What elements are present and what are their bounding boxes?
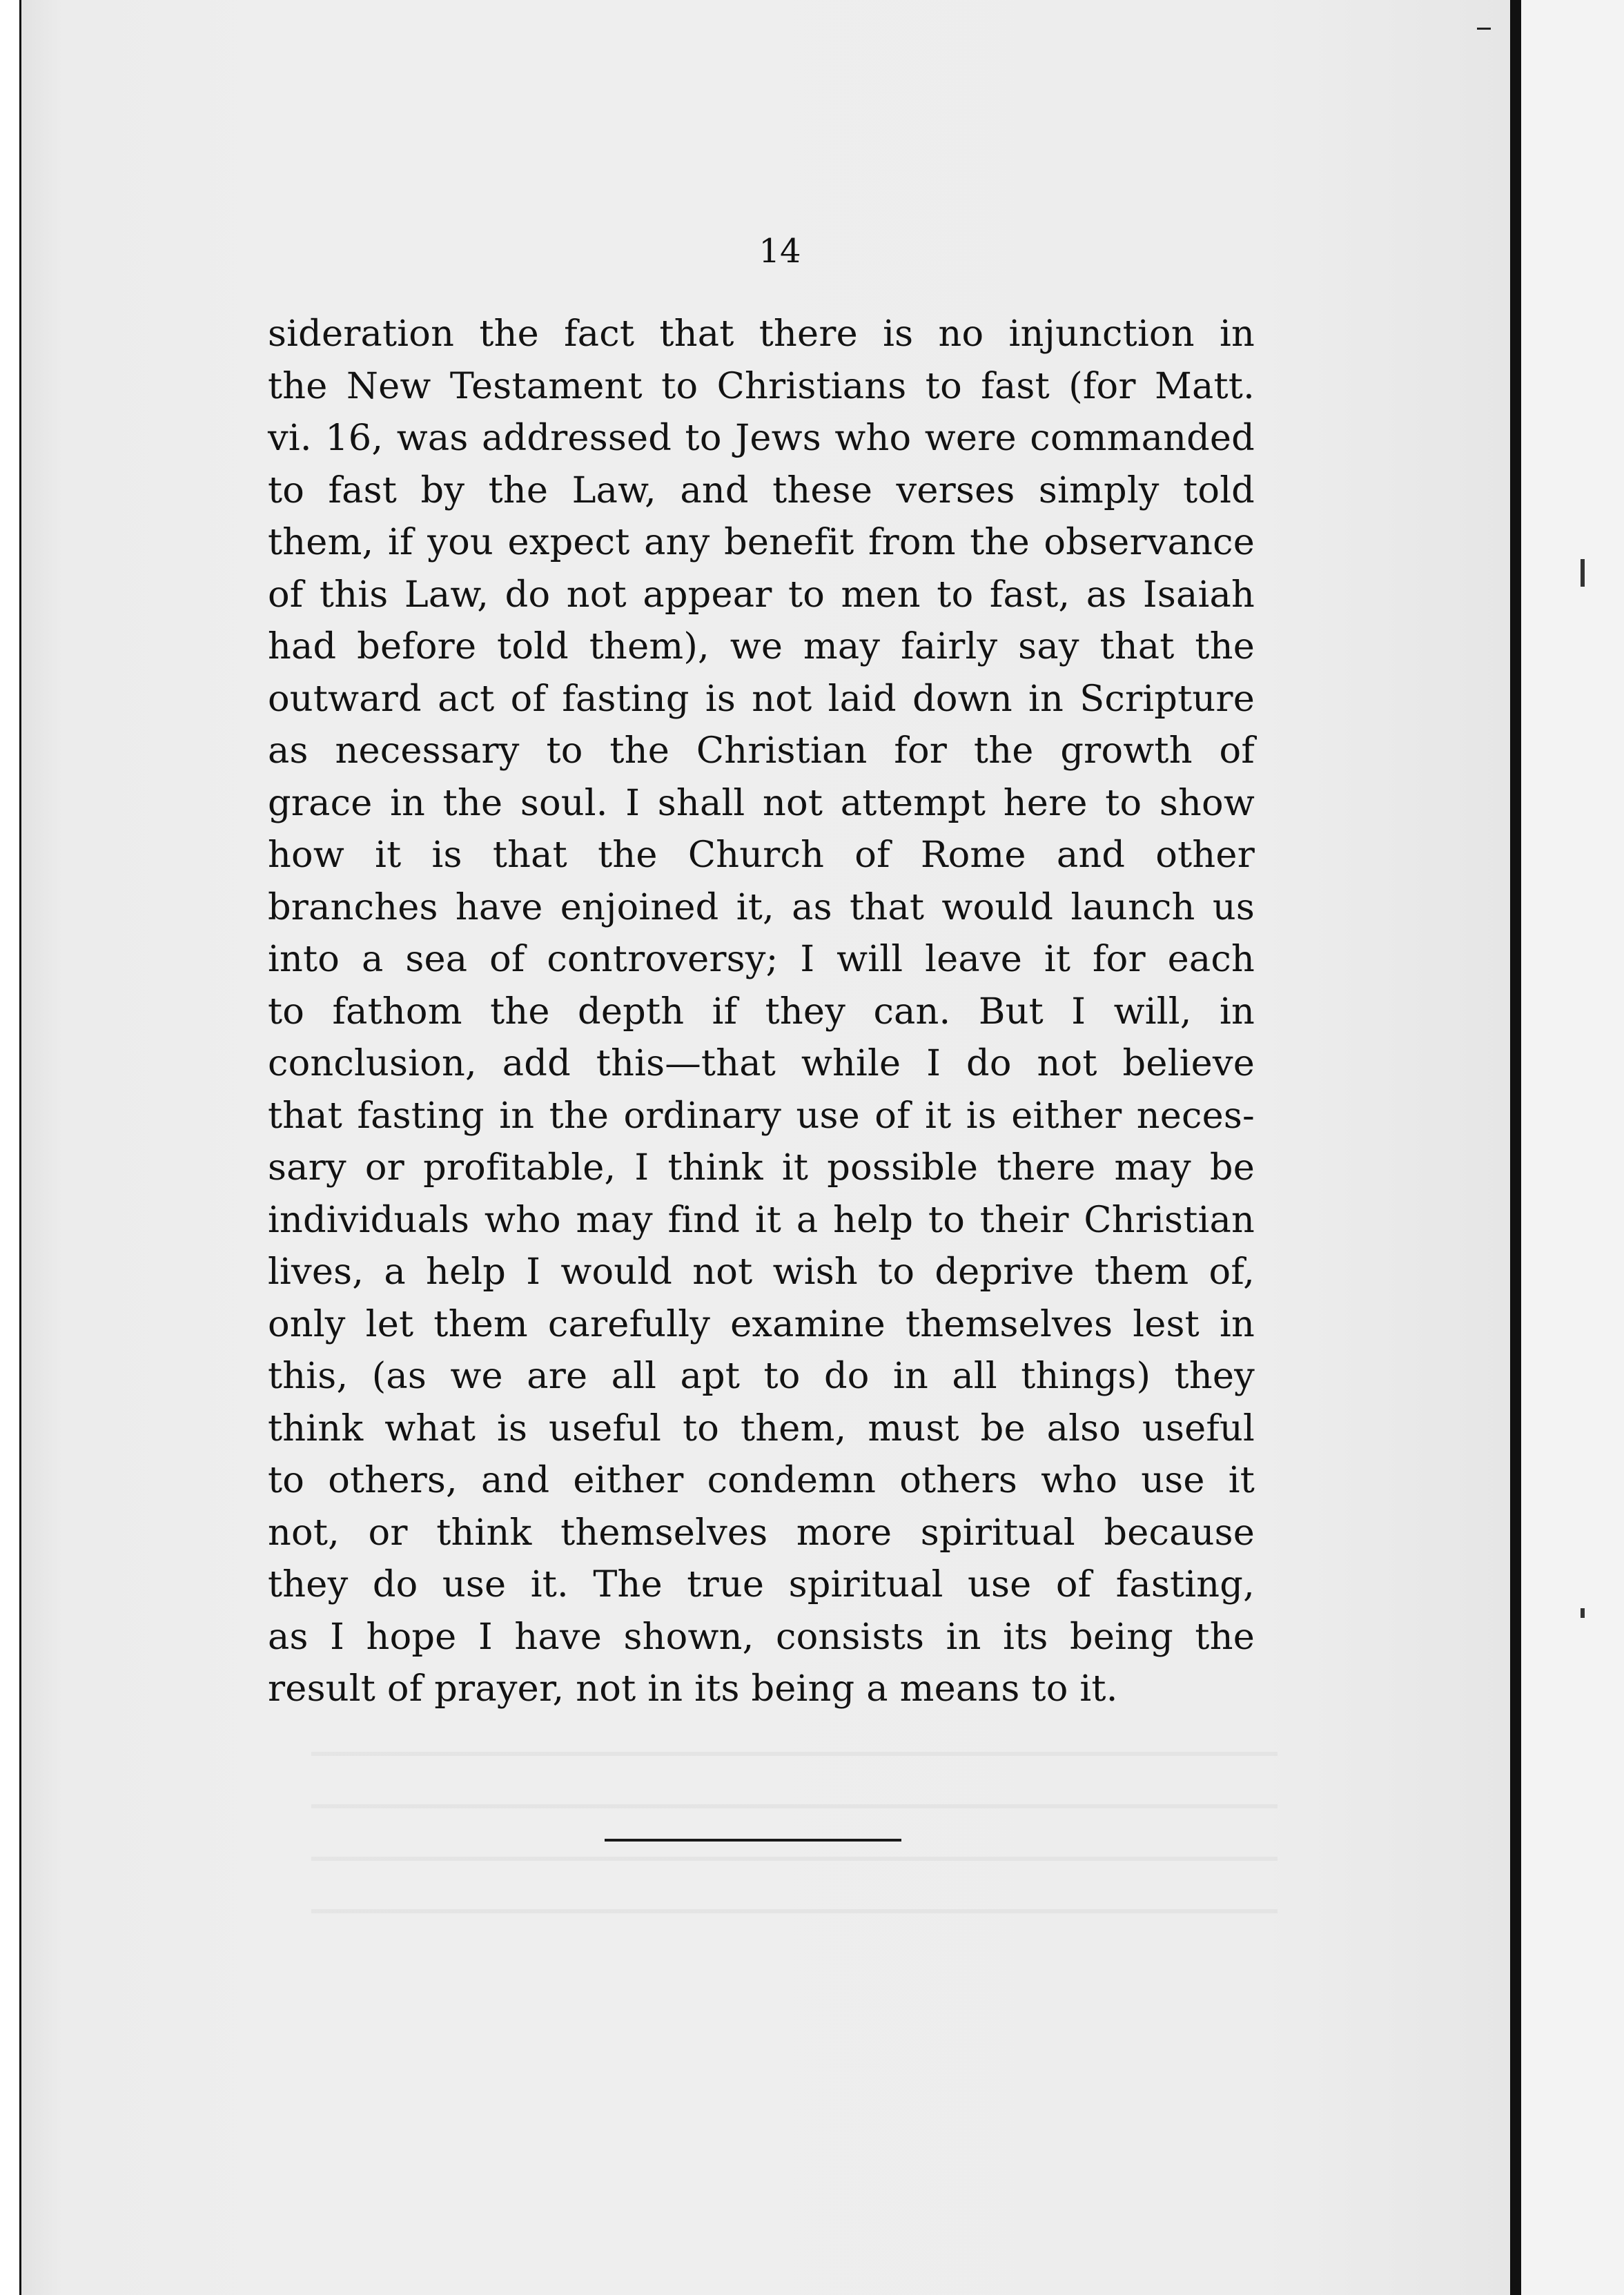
text-line: this, (as we are all apt to do in all things) they bbox=[268, 1355, 1255, 1397]
text-line: them, if you expect any benefit from the observance bbox=[268, 521, 1255, 563]
bleed-through bbox=[311, 1726, 1278, 1946]
text-line: outward act of fasting is not laid down in Scripture bbox=[268, 677, 1255, 720]
text-line: sideration the fact that there is no injunction in bbox=[268, 313, 1255, 355]
text-line: of this Law, do not appear to men to fast, as Isaiah bbox=[268, 573, 1255, 616]
margin-speck bbox=[1581, 559, 1585, 587]
text-line: to fathom the depth if they can. But I will, in bbox=[268, 990, 1255, 1033]
text-line: that fasting in the ordinary use of it is either neces- bbox=[268, 1094, 1255, 1137]
text-line: individuals who may find it a help to their Christian bbox=[268, 1198, 1255, 1241]
text-line: conclusion, add this—that while I do not believe bbox=[268, 1042, 1255, 1084]
page-number: 14 bbox=[759, 232, 801, 271]
text-line: lives, a help I would not wish to deprive them of, bbox=[268, 1251, 1255, 1293]
text-line: to others, and either condemn others who use it bbox=[268, 1459, 1255, 1501]
section-divider bbox=[605, 1839, 901, 1842]
text-line: the New Testament to Christians to fast (for Matt. bbox=[268, 364, 1255, 407]
text-line: had before told them), we may fairly say that the bbox=[268, 625, 1255, 667]
text-line: branches have enjoined it, as that would launch us bbox=[268, 886, 1255, 928]
text-line: into a sea of controversy; I will leave it for each bbox=[268, 938, 1255, 980]
text-line: as I hope I have shown, consists in its being the bbox=[268, 1615, 1255, 1658]
page-gutter-edge bbox=[1510, 0, 1521, 2295]
text-line: how it is that the Church of Rome and other bbox=[268, 834, 1255, 876]
text-line: to fast by the Law, and these verses simply told bbox=[268, 469, 1255, 511]
text-line: vi. 16, was addressed to Jews who were commanded bbox=[268, 417, 1255, 459]
text-line: not, or think themselves more spiritual because bbox=[268, 1511, 1255, 1554]
text-line: as necessary to the Christian for the growth of bbox=[268, 730, 1255, 772]
text-line: result of prayer, not in its being a means to it. bbox=[268, 1668, 1118, 1710]
text-line: think what is useful to them, must be also useful bbox=[268, 1407, 1255, 1449]
text-line: they do use it. The true spiritual use of fasting, bbox=[268, 1563, 1255, 1605]
margin-speck bbox=[1581, 1608, 1585, 1618]
body-text bbox=[268, 308, 1255, 1715]
text-line: only let them carefully examine themselves lest in bbox=[268, 1302, 1255, 1345]
text-line: grace in the soul. I shall not attempt here to show bbox=[268, 781, 1255, 824]
page-corner-mark bbox=[1477, 0, 1491, 30]
text-line: sary or profitable, I think it possible there may be bbox=[268, 1146, 1255, 1189]
facing-page-margin bbox=[1521, 0, 1624, 2295]
